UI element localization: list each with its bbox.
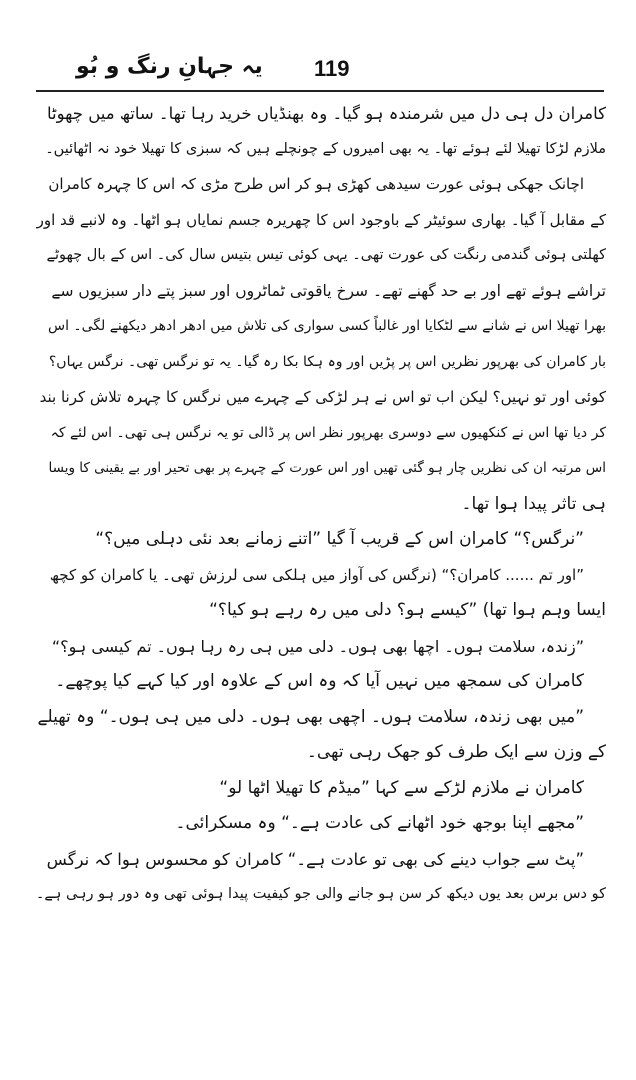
text-line: بھرا تھیلا اس نے شانے سے لٹکایا اور غالباً کسی سواری کی تلاش میں ادھر ادھر دیکھنے لگی۔ اس [47, 318, 606, 334]
running-title: یہ جہانِ رنگ و بُو [76, 54, 263, 79]
text-line: ”مجھے اپنا بوجھ خود اٹھانے کی عادت ہے۔“ وہ مسکرائی۔ [175, 813, 584, 833]
text-line: کھلتی ہوئی گندمی رنگت کی عورت تھی۔ یہی کوئی تیس بتیس سال کی۔ اس کے بال چھوٹے [46, 247, 606, 263]
text-line: کامران کی سمجھ میں نہیں آیا کہ وہ اس کے علاوہ اور کیا کہے کیا پوچھے۔ [55, 671, 584, 691]
text-line: کر دیا تھا اس نے کنکھیوں سے دوسری بھرپور نظر اس پر ڈالی تو یہ نرگس ہی تھی۔ اس لئے کہ [50, 424, 606, 441]
text-line: ”نرگس؟“ کامران اس کے قریب آ گیا ”اتنے زمانے بعد نئی دہلی میں؟“ [95, 529, 584, 549]
text-line: کوئی اور تو نہیں؟ لیکن اب تو اس نے ہر لڑکی کے چہرے میں نرگس کا چہرہ تلاش کرنا بند [39, 388, 606, 406]
text-line: کے مقابل آ گیا۔ بھاری سوئیٹر کے باوجود اس کا چھریرہ جسم نمایاں ہو اٹھا۔ وہ لانبے قد اور [36, 210, 606, 229]
text-line: ”اور تم ...... کامران؟“ (نرگس کی آواز میں ہلکی سی لرزش تھی۔ یا کامران کو کچھ [49, 565, 584, 584]
text-line: ایسا وہم ہوا تھا) ”کیسے ہو؟ دلی میں رہ رہے ہو کیا؟“ [209, 600, 606, 620]
text-line: تراشے ہوئے تھے اور بے حد گھنے تھے۔ سرخ یاقوتی ٹماٹروں اور سبز پتے دار سبزیوں سے [51, 281, 606, 300]
text-line: ”پٹ سے جواب دینے کی بھی تو عادت ہے۔“ کامران کو محسوس ہوا کہ نرگس [46, 849, 584, 869]
text-line: ملازم لڑکا تھیلا لئے ہوئے تھا۔ یہ بھی امیروں کے چونچلے ہیں کہ سبزی کا تھیلا خود نہ اٹھائیں۔ [45, 140, 606, 157]
text-line: کے وزن سے ایک طرف کو جھک رہی تھی۔ [306, 742, 606, 762]
text-line: ہی تاثر پیدا ہوا تھا۔ [461, 493, 606, 514]
body-text [36, 96, 606, 913]
text-line: کامران دل ہی دل میں شرمندہ ہو گیا۔ وہ بھنڈیاں خرید رہا تھا۔ ساتھ میں چھوٹا [47, 104, 606, 123]
text-line: ”میں بھی زندہ، سلامت ہوں۔ اچھی بھی ہوں۔ دلی میں ہی ہوں۔“ وہ تھیلے [37, 706, 584, 727]
text-line: کو دس برس بعد یوں دیکھ کر سن ہو جانے والی جو کیفیت پیدا ہوئی تھی وہ دور ہو رہی ہے۔ [36, 886, 606, 902]
text-line: اچانک جھکی ہوئی عورت سیدھی کھڑی ہو کر اس طرح مڑی کہ اس کا چہرہ کامران [48, 175, 584, 193]
page-number: 119 [314, 56, 350, 81]
text-line: بار کامران کی بھرپور نظریں اس پر پڑیں اور وہ ہکا بکا رہ گیا۔ یہ تو نرگس تھی۔ نرگس یہاں؟ [48, 353, 606, 370]
text-line: اس مرتبہ ان کی نظریں چار ہو گئی تھیں اور اس عورت کے چہرے پر بھی تحیر اور بے یقینی کا ویسا [48, 460, 606, 476]
text-line: ”زندہ، سلامت ہوں۔ اچھا بھی ہوں۔ دلی میں ہی رہ رہا ہوں۔ تم کیسی ہو؟“ [51, 636, 584, 656]
text-line: کامران نے ملازم لڑکے سے کہا ”میڈم کا تھیلا اٹھا لو“ [219, 777, 584, 798]
header-divider [36, 90, 604, 92]
page-header [36, 48, 606, 88]
